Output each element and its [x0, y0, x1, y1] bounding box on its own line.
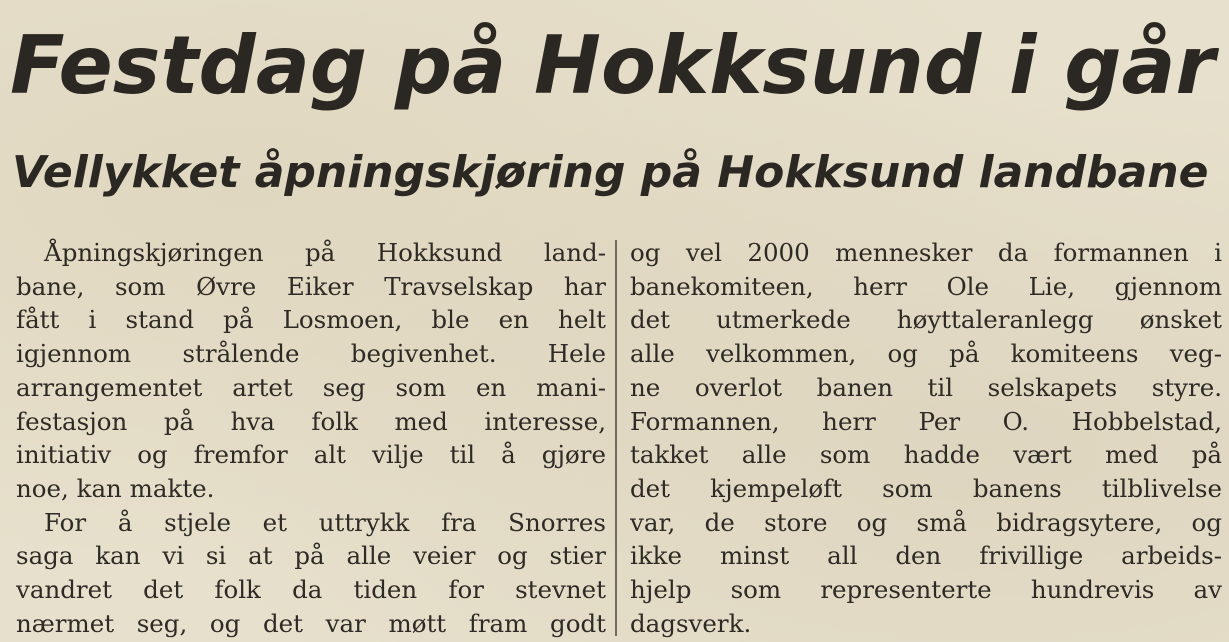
text-line: initiativ og fremfor alt vilje til å gjøre: [16, 440, 606, 470]
text-line: Formannen, herr Per O. Hobbelstad,: [630, 406, 1222, 436]
text-line: Åpningskjøringen på Hokksund land-: [44, 238, 606, 267]
text-line: og vel 2000 mennesker da formannen i: [630, 238, 1222, 267]
text-line: bane, som Øvre Eiker Travselskap har: [16, 271, 606, 301]
text-line: var, de store og små bidragsytere, og: [630, 507, 1222, 537]
text-line: igjennom strålende begivenhet. Hele: [16, 339, 606, 369]
text-line: ne overlot banen til selskapets styre.: [630, 372, 1222, 402]
text-line: festasjon på hva folk med interesse,: [16, 406, 606, 436]
text-line: arrangementet artet seg som en mani-: [16, 372, 606, 402]
subheadline: Vellykket åpningskjøring på Hokksund landbane: [12, 147, 1209, 198]
text-line: dagsverk.: [630, 608, 752, 638]
text-line: det utmerkede høyttaleranlegg ønsket: [630, 305, 1222, 335]
article-column-right: [630, 236, 1222, 640]
column-rule: [615, 240, 617, 636]
text-line: fått i stand på Losmoen, ble en helt: [16, 305, 606, 335]
text-line: ikke minst all den frivillige arbeids-: [630, 541, 1222, 571]
text-line: vandret det folk da tiden for stevnet: [16, 575, 606, 605]
text-line: nærmet seg, og det var møtt fram godt: [16, 608, 606, 638]
text-line: alle velkommen, og på komiteens veg-: [630, 339, 1222, 369]
text-line: det kjempeløft som banens tilblivelse: [630, 473, 1222, 503]
article-column-left: [16, 236, 606, 640]
text-line: saga kan vi si at på alle veier og stier: [16, 541, 606, 571]
text-line: noe, kan makte.: [16, 473, 215, 503]
text-line: banekomiteen, herr Ole Lie, gjennom: [630, 271, 1222, 301]
text-line: hjelp som representerte hundrevis av: [630, 575, 1222, 605]
headline: Festdag på Hokksund i går: [10, 19, 1215, 112]
text-line: takket alle som hadde vært med på: [630, 440, 1222, 470]
text-line: For å stjele et uttrykk fra Snorres: [44, 507, 606, 537]
